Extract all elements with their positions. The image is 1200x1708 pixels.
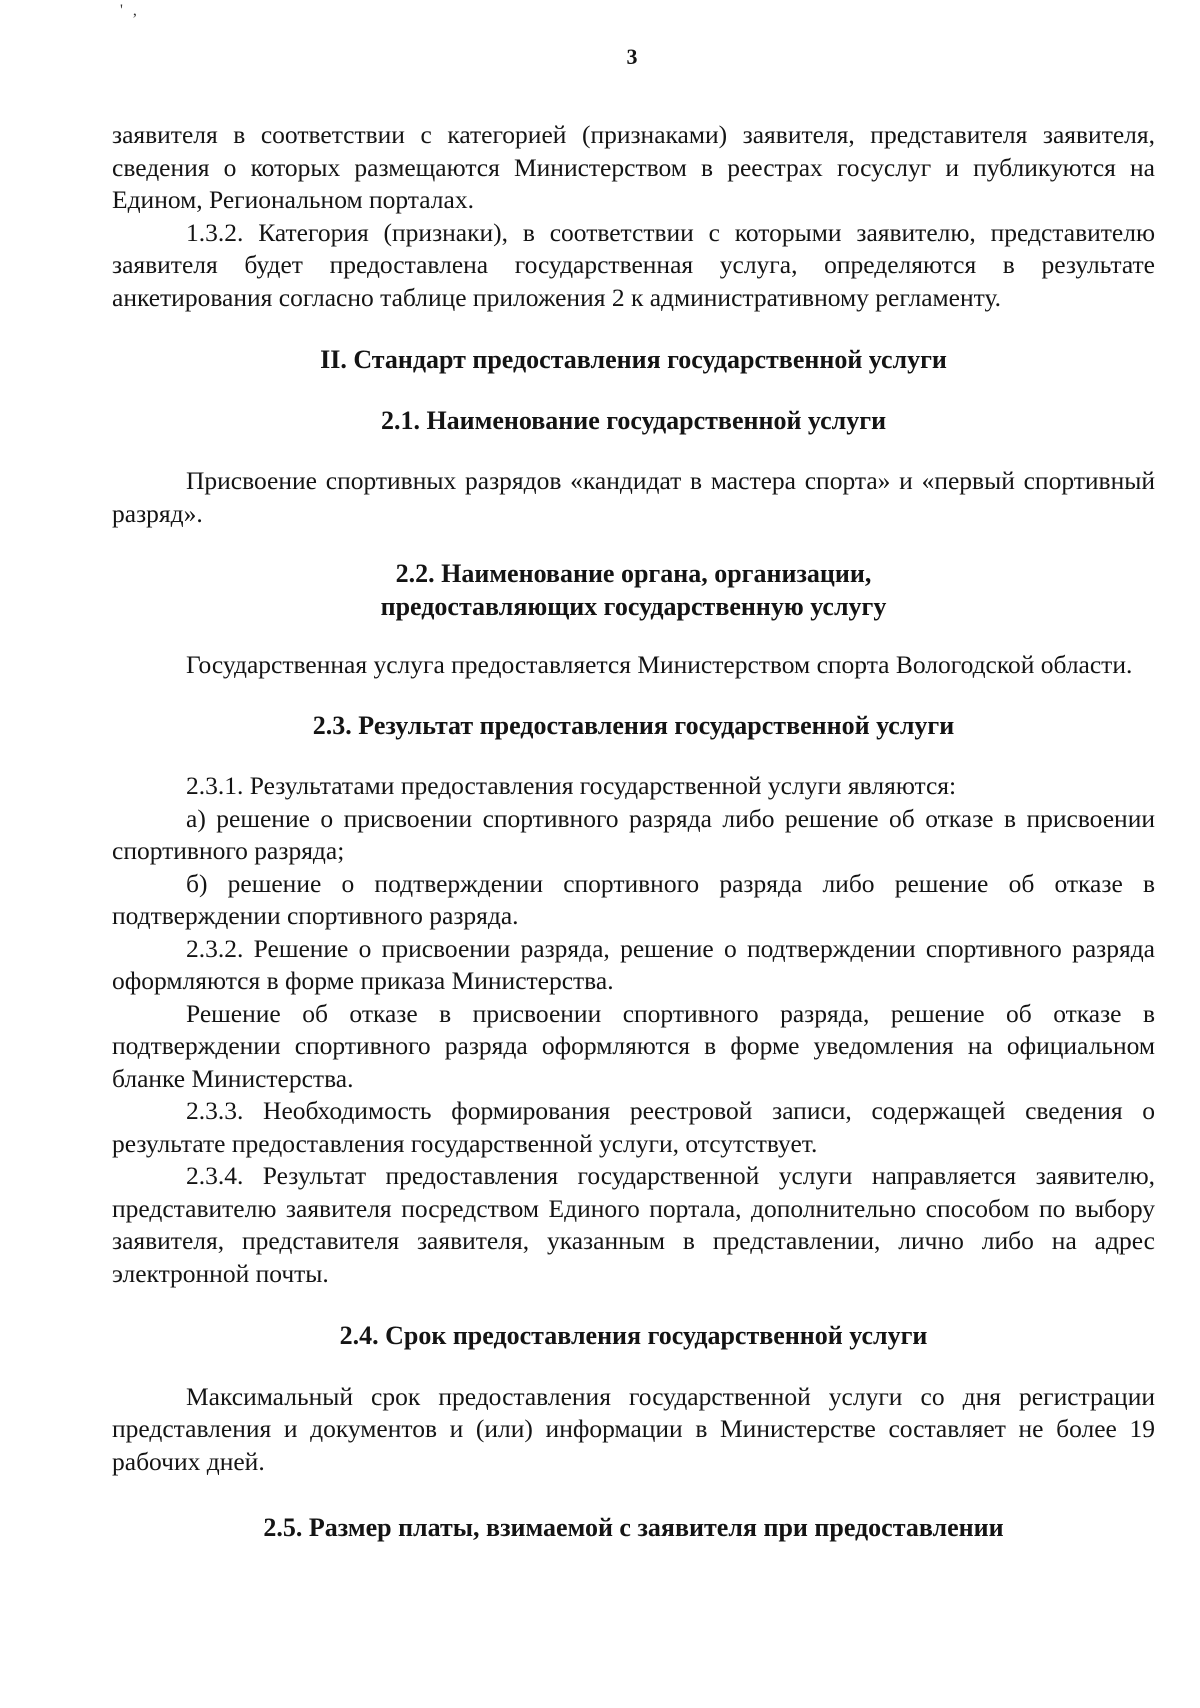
heading-2-4: 2.4. Срок предоставления государственной услуги: [339, 1321, 928, 1350]
heading-2-2-line2: предоставляющих государственную услугу: [380, 591, 887, 621]
paragraph-2-3-2-b: Решение об отказе в присвоении спортивного разряда, решение об отказе в подтверждении спортивного разряда оформляются в форме уведомления на официальном бланке Министерства.: [112, 998, 1155, 1093]
paragraph-2-3-1: 2.3.1. Результатами предоставления государственной услуги являются:: [186, 771, 957, 800]
page-number: 3: [626, 44, 638, 69]
paragraph-2-3-4: 2.3.4. Результат предоставления государственной услуги направляется заявителю, представителю заявителя посредством Единого портала, дополнительно способом по выбору заявителя, представителя заявителя, указанным в представлении, лично либо на адрес электронной почты.: [112, 1161, 1155, 1288]
paragraph-2-3-1-a: а) решение о присвоении спортивного разряда либо решение об отказе в присвоении спортивного разряда;: [112, 803, 1155, 865]
paragraph-2-4: Максимальный срок предоставления государственной услуги со дня регистрации представления и документов и (или) информации в Министерстве составляет не более 19 рабочих дней.: [112, 1381, 1155, 1476]
section-2-heading: II. Стандарт предоставления государственной услуги: [320, 345, 947, 374]
heading-2-5: 2.5. Размер платы, взимаемой с заявителя при предоставлении: [263, 1513, 1004, 1542]
heading-2-2-line1: 2.2. Наименование органа, организации,: [395, 559, 872, 588]
paragraph-2-1: Присвоение спортивных разрядов «кандидат в мастера спорта» и «первый спортивный разряд».: [112, 466, 1155, 528]
paragraph-1-3-2: 1.3.2. Категория (признаки), в соответствии с которыми заявителю, представителю заявителя будет предоставлена государственная услуга, определяются в результате анкетирования согласно таблице приложения 2 к административному регламенту.: [112, 217, 1155, 312]
paragraph-2-2: Государственная услуга предоставляется Министерством спорта Вологодской области.: [186, 650, 1133, 679]
scan-marks: ' ,: [120, 2, 140, 19]
paragraph-2-3-2: 2.3.2. Решение о присвоении разряда, решение о подтверждении спортивного разряда оформляются в форме приказа Министерства.: [112, 933, 1155, 995]
paragraph-2-3-1-b: б) решение о подтверждении спортивного разряда либо решение об отказе в подтверждении спортивного разряда.: [112, 868, 1155, 930]
heading-2-1: 2.1. Наименование государственной услуги: [380, 405, 887, 435]
paragraph-2-3-3: 2.3.3. Необходимость формирования реестровой записи, содержащей сведения о результате предоставления государственной услуги, отсутствует.: [112, 1096, 1155, 1158]
heading-2-3: 2.3. Результат предоставления государственной услуги: [312, 710, 955, 740]
document-body: [112, 119, 1155, 1545]
paragraph-continuation: заявителя в соответствии с категорией (признаками) заявителя, представителя заявителя, сведения о которых размещаются Министерством в реестрах госуслуг и публикуются на Едином, Региональном порталах.: [112, 120, 1155, 214]
